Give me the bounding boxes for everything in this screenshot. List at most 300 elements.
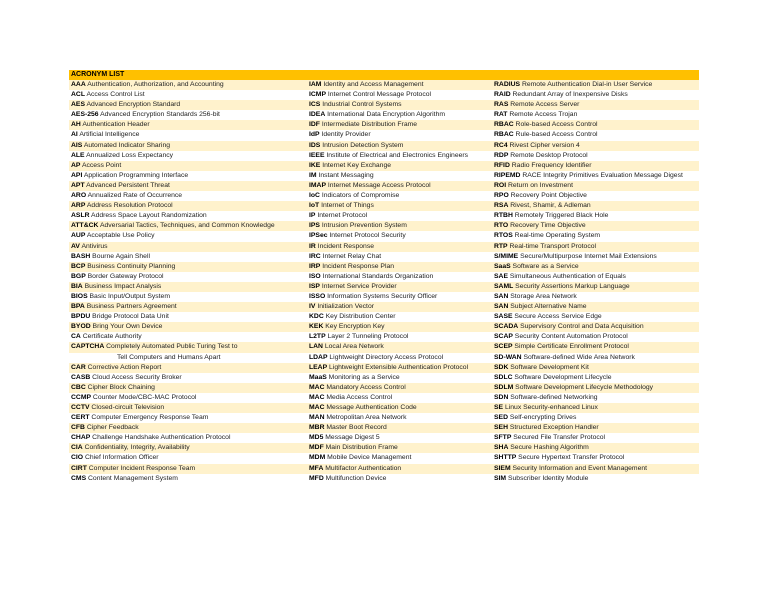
acronym-cell (307, 181, 492, 191)
acronym-abbr: SDLC (494, 373, 513, 381)
acronym-definition: Storage Area Network (510, 292, 577, 300)
acronym-definition: Subscriber Identity Module (507, 474, 589, 482)
acronym-cell (307, 201, 492, 211)
acronym-abbr: RIPEMD (494, 171, 521, 179)
acronym-definition: Return on Investment (507, 181, 573, 189)
acronym-definition: Address Resolution Protocol (86, 202, 173, 210)
table-row (69, 423, 699, 433)
acronym-abbr: MAC (309, 404, 325, 411)
acronym-cell (307, 252, 492, 262)
acronym-abbr: SCAP (494, 333, 513, 341)
acronym-cell (492, 312, 699, 322)
acronym-cell (307, 120, 492, 130)
acronym-abbr: SEH (494, 424, 508, 432)
acronym-cell (492, 363, 699, 373)
acronym-cell (69, 403, 307, 413)
acronym-definition: Content Management System (88, 474, 178, 482)
acronym-definition: Application Programming Interface (83, 171, 189, 179)
table-row (69, 161, 699, 171)
acronym-cell (492, 443, 699, 453)
acronym-abbr: IDF (309, 121, 320, 129)
acronym-abbr: IMAP (309, 181, 326, 189)
acronym-cell (307, 342, 492, 352)
acronym-definition: Secure Hypertext Transfer Protocol (518, 454, 625, 462)
acronym-abbr: RBAC (494, 131, 514, 139)
acronym-abbr: RADIUS (494, 81, 521, 88)
acronym-abbr: CASB (71, 373, 91, 381)
acronym-definition: Local Area Network (324, 343, 384, 351)
acronym-definition: Acceptable Use Policy (86, 232, 155, 240)
acronym-cell (492, 231, 699, 241)
acronym-abbr: SAN (494, 303, 509, 311)
acronym-definition: Remote Authentication Dial-in User Service (521, 81, 653, 88)
acronym-definition: Corrective Action Report (87, 363, 162, 371)
acronym-abbr: IKE (309, 161, 321, 169)
acronym-cell (69, 292, 307, 302)
acronym-definition: Advanced Encryption Standards 256-bit (100, 111, 220, 119)
acronym-abbr: ICMP (309, 91, 326, 99)
acronym-abbr: SDK (494, 363, 509, 371)
acronym-definition: Incident Response (317, 242, 375, 250)
acronym-cell (492, 464, 699, 474)
acronym-definition: Internet Protocol (317, 212, 368, 220)
acronym-abbr: CAPTCHA (71, 343, 105, 351)
table-row (69, 151, 699, 161)
acronym-definition: Recovery Point Objective (510, 192, 587, 200)
acronym-cell (307, 282, 492, 292)
acronym-abbr: AI (71, 131, 78, 139)
acronym-cell (69, 423, 307, 433)
acronym-cell (307, 433, 492, 443)
acronym-abbr: BYOD (71, 323, 91, 331)
acronym-cell (492, 242, 699, 252)
acronym-definition: Lightweight Extensible Authentication Protocol (329, 363, 469, 371)
acronym-cell (492, 80, 699, 90)
acronym-cell (69, 231, 307, 241)
acronym-definition: Automated Indicator Sharing (83, 141, 171, 149)
acronym-abbr: IAM (309, 81, 322, 88)
acronym-cell (307, 312, 492, 322)
acronym-definition: Recovery Time Objective (510, 222, 586, 230)
acronym-definition: Software-defined Networking (510, 393, 598, 401)
acronym-abbr: CBC (71, 383, 86, 391)
acronym-abbr: AV (71, 242, 80, 250)
acronym-cell (492, 262, 699, 272)
acronym-cell (69, 363, 307, 373)
acronym-cell (307, 171, 492, 181)
acronym-abbr: AH (71, 121, 81, 129)
acronym-definition: Key Encryption Key (325, 323, 385, 331)
acronym-cell (307, 191, 492, 201)
acronym-definition: Instant Messaging (318, 171, 374, 179)
acronym-definition: Security Assertions Markup Language (515, 282, 630, 290)
acronym-abbr: SaaS (494, 262, 511, 270)
acronym-definition: Adversarial Tactics, Techniques, and Common Knowledge (99, 222, 275, 230)
acronym-cell (492, 120, 699, 130)
acronym-abbr: IP (309, 212, 316, 220)
acronym-abbr: ARO (71, 192, 87, 200)
acronym-abbr: RPO (494, 192, 509, 200)
acronym-cell (307, 322, 492, 332)
acronym-cell (492, 322, 699, 332)
acronym-definition: Software Development Kit (510, 363, 589, 371)
acronym-abbr: CIA (71, 444, 83, 452)
acronym-cell (492, 110, 699, 120)
acronym-abbr: BGP (71, 272, 86, 280)
table-row (69, 353, 699, 363)
table-row (69, 393, 699, 403)
acronym-definition: Antivirus (81, 242, 108, 250)
acronym-abbr: ROI (494, 181, 507, 189)
acronym-abbr: IDS (309, 141, 321, 149)
acronym-abbr: CAR (71, 363, 86, 371)
acronym-definition: RACE Integrity Primitives Evaluation Message Digest (522, 171, 683, 179)
acronym-abbr: ATT&CK (71, 222, 99, 230)
acronym-definition: Computer Emergency Response Team (91, 414, 209, 422)
acronym-abbr: ASLR (71, 212, 90, 220)
acronym-cell (492, 413, 699, 423)
table-row (69, 464, 699, 474)
acronym-cell (69, 393, 307, 403)
acronym-cell (307, 423, 492, 433)
table-row (69, 433, 699, 443)
table-row (69, 272, 699, 282)
table-row (69, 181, 699, 191)
acronym-cell (69, 342, 307, 352)
acronym-definition: Business Impact Analysis (84, 282, 162, 290)
acronym-abbr: SASE (494, 313, 513, 321)
acronym-abbr: BPA (71, 303, 85, 311)
acronym-cell (69, 464, 307, 474)
acronym-abbr: IoC (309, 192, 320, 200)
acronym-cell (492, 332, 699, 342)
acronym-abbr: IV (309, 303, 316, 311)
acronym-definition: Rule-based Access Control (515, 131, 598, 139)
acronym-definition: Identity Provider (321, 131, 371, 139)
acronym-definition: Identity and Access Management (323, 81, 424, 88)
acronym-cell (307, 80, 492, 90)
acronym-abbr: CA (71, 333, 81, 341)
acronym-cell (69, 171, 307, 181)
acronym-abbr: KEK (309, 323, 324, 331)
table-row (69, 252, 699, 262)
acronym-definition: Cipher Feedback (86, 424, 139, 432)
acronym-abbr: MDF (309, 444, 324, 452)
acronym-definition: Security Information and Event Management (512, 464, 648, 472)
acronym-abbr: RTOS (494, 232, 513, 240)
acronym-abbr: API (71, 171, 83, 179)
acronym-abbr: IPS (309, 222, 320, 230)
acronym-definition: Bring Your Own Device (92, 323, 163, 331)
table-row (69, 282, 699, 292)
acronym-definition: Bourne Again Shell (92, 252, 150, 260)
acronym-cell (307, 413, 492, 423)
acronym-cell (69, 252, 307, 262)
acronym-cell (492, 433, 699, 443)
acronym-cell (307, 292, 492, 302)
acronym-cell (492, 453, 699, 463)
acronym-abbr: IEEE (309, 151, 325, 159)
acronym-abbr: ACL (71, 91, 85, 99)
acronym-definition: Metropolitan Area Network (326, 414, 407, 422)
acronym-definition: Master Boot Record (326, 424, 387, 432)
acronym-definition: Key Distribution Center (325, 313, 396, 321)
acronym-cell (307, 383, 492, 393)
acronym-abbr: SIM (494, 474, 507, 482)
acronym-abbr: RDP (494, 151, 509, 159)
acronym-cell (69, 272, 307, 282)
acronym-definition: Software Development Lifecycle Methodology (515, 383, 654, 391)
acronym-cell (492, 151, 699, 161)
acronym-abbr: IoT (309, 202, 320, 210)
acronym-cell (492, 292, 699, 302)
acronym-abbr: RC4 (494, 141, 508, 149)
acronym-sheet (69, 70, 699, 484)
acronym-cell (307, 474, 492, 484)
acronym-abbr: RTBH (494, 212, 513, 220)
acronym-definition: Internet Relay Chat (322, 252, 382, 260)
acronym-abbr: CCTV (71, 404, 90, 411)
acronym-cell (492, 373, 699, 383)
acronym-definition: Mobile Device Management (327, 454, 412, 462)
acronym-cell (492, 353, 699, 363)
acronym-abbr: AP (71, 161, 81, 169)
acronym-cell (492, 211, 699, 221)
acronym-cell (307, 221, 492, 231)
acronym-cell (69, 322, 307, 332)
acronym-definition: Internet Key Exchange (322, 161, 392, 169)
acronym-definition: Secure/Multipurpose Internet Mail Extensions (520, 252, 657, 260)
acronym-table (69, 80, 699, 484)
acronym-definition: Counter Mode/CBC-MAC Protocol (92, 393, 197, 401)
table-row (69, 302, 699, 312)
acronym-cell (492, 181, 699, 191)
acronym-abbr: CFB (71, 424, 85, 432)
acronym-abbr: SCADA (494, 323, 519, 331)
acronym-definition: Business Continuity Planning (87, 262, 176, 270)
acronym-cell (69, 90, 307, 100)
acronym-abbr: SED (494, 414, 508, 422)
acronym-cell (69, 353, 307, 363)
acronym-definition: Lightweight Directory Access Protocol (329, 353, 444, 361)
acronym-cell (492, 423, 699, 433)
acronym-cell (307, 393, 492, 403)
acronym-cell (307, 141, 492, 151)
acronym-definition: Remotely Triggered Black Hole (514, 212, 609, 220)
acronym-definition: Cipher Block Chaining (87, 383, 155, 391)
table-row (69, 474, 699, 484)
acronym-abbr: SHA (494, 444, 509, 452)
acronym-cell (69, 100, 307, 110)
acronym-cell (492, 141, 699, 151)
acronym-cell (492, 272, 699, 282)
acronym-abbr: ISO (309, 272, 321, 280)
acronym-abbr: RFID (494, 161, 510, 169)
acronym-definition: Media Access Control (326, 393, 393, 401)
acronym-definition: Multifunction Device (325, 474, 387, 482)
acronym-definition: Message Digest 5 (325, 434, 380, 442)
table-row (69, 171, 699, 181)
table-row (69, 100, 699, 110)
table-row (69, 262, 699, 272)
acronym-definition: Tell Computers and Humans Apart (117, 353, 221, 361)
acronym-definition: Message Authentication Code (326, 404, 417, 411)
acronym-definition: Secured File Transfer Protocol (513, 434, 606, 442)
acronym-abbr: RAS (494, 101, 509, 109)
acronym-cell (69, 474, 307, 484)
table-row (69, 141, 699, 151)
acronym-abbr: IM (309, 171, 317, 179)
acronym-cell (69, 191, 307, 201)
acronym-cell (492, 90, 699, 100)
table-row (69, 211, 699, 221)
acronym-abbr: LDAP (309, 353, 328, 361)
acronym-definition: Security Content Automation Protocol (514, 333, 628, 341)
acronym-definition: Computer Incident Response Team (88, 464, 196, 472)
acronym-abbr: SFTP (494, 434, 512, 442)
acronym-definition: Multifactor Authentication (325, 464, 402, 472)
acronym-abbr: LEAP (309, 363, 328, 371)
acronym-definition: Authentication Header (82, 121, 150, 129)
acronym-cell (307, 161, 492, 171)
acronym-definition: Self-encrypting Drives (509, 414, 577, 422)
acronym-abbr: SAE (494, 272, 508, 280)
acronym-cell (69, 443, 307, 453)
acronym-abbr: ARP (71, 202, 86, 210)
acronym-abbr: CHAP (71, 434, 91, 442)
table-row (69, 383, 699, 393)
acronym-cell (307, 443, 492, 453)
acronym-cell (492, 342, 699, 352)
acronym-abbr: IPSec (309, 232, 328, 240)
acronym-abbr: SIEM (494, 464, 511, 472)
acronym-cell (492, 221, 699, 231)
acronym-definition: Redundant Array of Inexpensive Disks (512, 91, 628, 99)
acronym-cell (492, 302, 699, 312)
acronym-cell (307, 464, 492, 474)
acronym-definition: Intrusion Detection System (322, 141, 404, 149)
acronym-abbr: MBR (309, 424, 325, 432)
acronym-cell (492, 252, 699, 262)
acronym-cell (69, 242, 307, 252)
acronym-cell (69, 433, 307, 443)
acronym-abbr: L2TP (309, 333, 326, 341)
acronym-cell (307, 302, 492, 312)
acronym-cell (69, 151, 307, 161)
acronym-cell (492, 201, 699, 211)
acronym-abbr: IR (309, 242, 316, 250)
acronym-cell (307, 231, 492, 241)
acronym-definition: Internet Protocol Security (329, 232, 406, 240)
acronym-cell (307, 453, 492, 463)
acronym-cell (69, 211, 307, 221)
table-row (69, 363, 699, 373)
acronym-abbr: MAC (309, 383, 325, 391)
acronym-cell (307, 100, 492, 110)
acronym-cell (492, 100, 699, 110)
acronym-cell (492, 403, 699, 413)
acronym-definition: Address Space Layout Randomization (91, 212, 207, 220)
acronym-definition: Subject Alternative Name (510, 303, 587, 311)
acronym-abbr: IDEA (309, 111, 326, 119)
acronym-cell (307, 353, 492, 363)
acronym-definition: Completely Automated Public Turing Test to (106, 343, 238, 351)
acronym-definition: Internet of Things (321, 202, 374, 210)
acronym-abbr: MAN (309, 414, 325, 422)
acronym-definition: Authentication, Authorization, and Accounting (87, 81, 224, 88)
acronym-abbr: BIOS (71, 292, 88, 300)
acronym-abbr: AES (71, 101, 85, 109)
acronym-definition: Intrusion Prevention System (321, 222, 407, 230)
acronym-abbr: AES-256 (71, 111, 99, 119)
acronym-definition: Border Gateway Protocol (87, 272, 164, 280)
acronym-definition: Remote Access Trojan (509, 111, 578, 119)
acronym-definition: Access Control List (86, 91, 145, 99)
acronym-definition: Structured Exception Handler (509, 424, 599, 432)
acronym-cell (69, 221, 307, 231)
acronym-cell (492, 191, 699, 201)
acronym-cell (69, 80, 307, 90)
acronym-definition: Remote Desktop Protocol (510, 151, 588, 159)
acronym-abbr: RAID (494, 91, 511, 99)
acronym-definition: Artificial Intelligence (79, 131, 140, 139)
acronym-definition: International Data Encryption Algorithm (327, 111, 446, 119)
acronym-cell (492, 130, 699, 140)
acronym-abbr: CIRT (71, 464, 87, 472)
acronym-cell (307, 211, 492, 221)
acronym-definition: Real-time Operating System (514, 232, 601, 240)
acronym-abbr: APT (71, 181, 85, 189)
table-row (69, 373, 699, 383)
acronym-abbr: SDN (494, 393, 509, 401)
table-row (69, 292, 699, 302)
acronym-abbr: LAN (309, 343, 323, 351)
acronym-cell (492, 161, 699, 171)
acronym-abbr: CIO (71, 454, 84, 462)
acronym-abbr: SHTTP (494, 454, 517, 462)
acronym-cell (69, 332, 307, 342)
acronym-definition: Incident Response Plan (322, 262, 395, 270)
table-row (69, 242, 699, 252)
acronym-cell (69, 120, 307, 130)
acronym-abbr: ISSO (309, 292, 326, 300)
acronym-cell (69, 453, 307, 463)
acronym-definition: Main Distribution Frame (325, 444, 398, 452)
acronym-abbr: RAT (494, 111, 508, 119)
acronym-cell (307, 242, 492, 252)
acronym-abbr: BASH (71, 252, 91, 260)
acronym-definition: International Standards Organization (322, 272, 434, 280)
acronym-abbr: SE (494, 404, 504, 411)
acronym-definition: Certificate Authority (82, 333, 142, 341)
table-row (69, 413, 699, 423)
acronym-abbr: RTP (494, 242, 508, 250)
acronym-definition: Monitoring as a Service (328, 373, 400, 381)
acronym-definition: Indicators of Compromise (321, 192, 400, 200)
acronym-cell (492, 282, 699, 292)
acronym-cell (69, 373, 307, 383)
acronym-abbr: ISP (309, 282, 320, 290)
acronym-cell (69, 383, 307, 393)
table-row (69, 312, 699, 322)
table-row (69, 443, 699, 453)
acronym-definition: Confidentiality, Integrity, Availability (84, 444, 190, 452)
sheet-title: ACRONYM LIST (69, 70, 699, 80)
acronym-definition: Bridge Protocol Data Unit (92, 313, 169, 321)
acronym-definition: Advanced Persistent Threat (86, 181, 170, 189)
acronym-abbr: MAC (309, 393, 325, 401)
acronym-definition: Software Development Lifecycle (514, 373, 612, 381)
